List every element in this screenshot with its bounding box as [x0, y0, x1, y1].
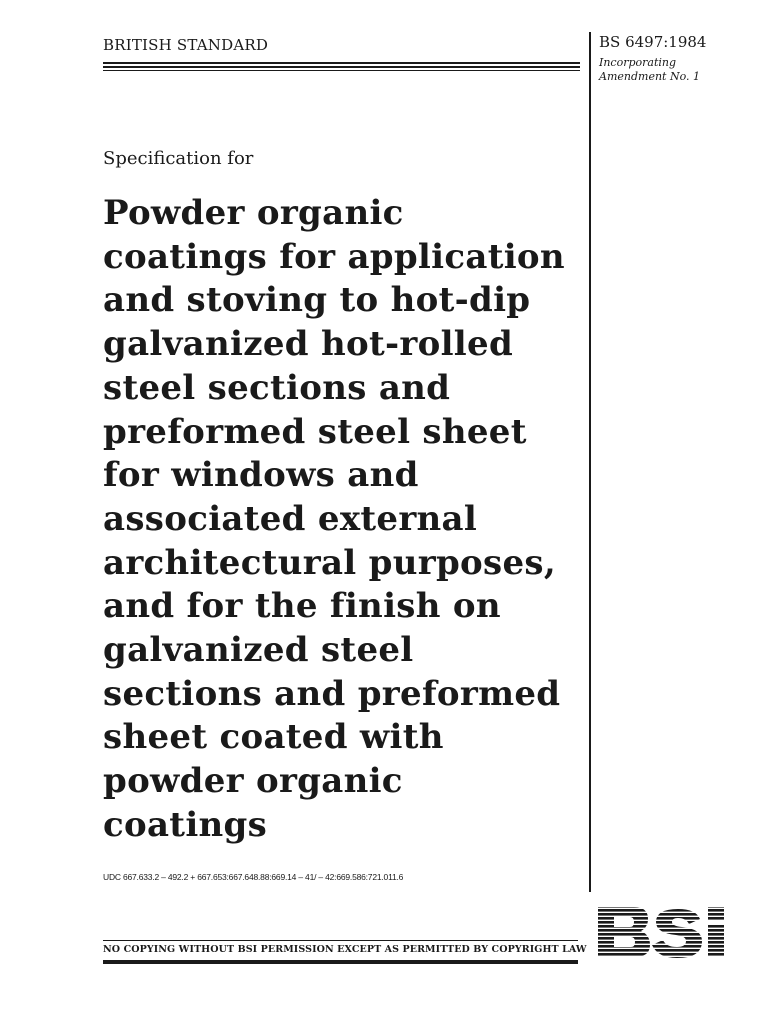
specification-intro: Specification for: [103, 148, 254, 169]
title-line: and for the finish on: [103, 586, 501, 627]
series-label: BRITISH STANDARD: [103, 36, 269, 54]
copyright-rule-bottom: [103, 960, 578, 964]
header-rule-top: [103, 62, 580, 64]
title-line: Powder organic: [103, 193, 404, 233]
title-line: steel sections and: [103, 367, 451, 408]
title-line: architectural purposes,: [103, 542, 556, 583]
title-line: galvanized hot-rolled: [103, 324, 514, 365]
amendment-line-1: Incorporating: [599, 56, 677, 69]
copyright-notice: NO COPYING WITHOUT BSI PERMISSION EXCEPT AS PERMITTED BY COPYRIGHT LAW: [103, 944, 587, 955]
header-rule-middle: [103, 66, 580, 68]
document-title: [103, 192, 583, 848]
standard-number: BS 6497:1984: [599, 33, 707, 51]
amendment-note: [599, 56, 749, 84]
udc-classification: UDC 667.633.2 – 492.2 + 667.653:667.648.88:669.14 – 41/ – 42:669.586:721.011.6: [103, 872, 404, 882]
column-divider: [589, 32, 591, 892]
title-line: sheet coated with: [103, 717, 444, 758]
title-line: associated external: [103, 498, 478, 539]
bsi-logo: [596, 905, 738, 959]
title-line: preformed steel sheet: [103, 411, 527, 452]
header-rule-bottom: [103, 70, 580, 71]
title-line: sections and preformed: [103, 673, 561, 714]
amendment-line-2: Amendment No. 1: [599, 70, 700, 83]
title-line: coatings: [103, 804, 268, 845]
title-line: for windows and: [103, 455, 419, 496]
title-line: galvanized steel: [103, 630, 414, 671]
title-line: and stoving to hot-dip: [103, 280, 531, 321]
title-line: coatings for application: [103, 236, 565, 277]
copyright-rule-top: [103, 940, 578, 941]
title-line: powder organic: [103, 761, 403, 802]
